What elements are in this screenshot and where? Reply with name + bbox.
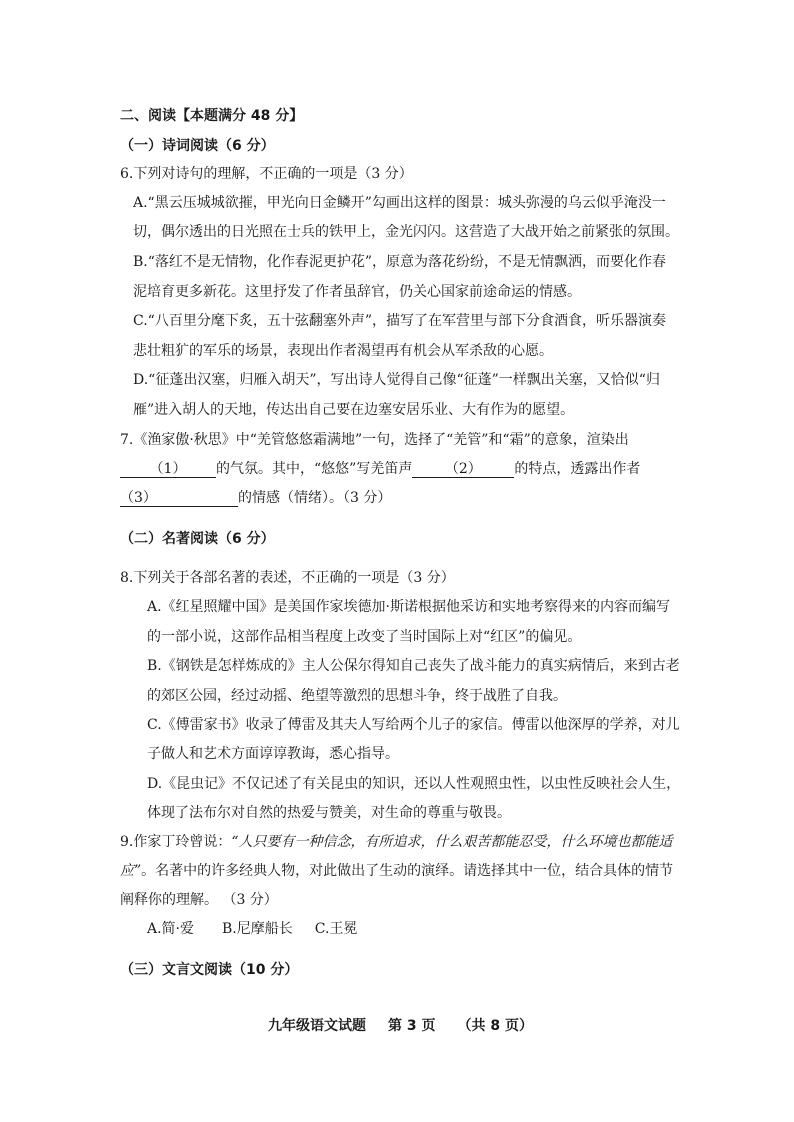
q8-option-c-line2: 子做人和艺术方面谆谆教诲，悉心指导。 bbox=[147, 746, 399, 762]
q9-option-c: C.王冕 bbox=[314, 921, 358, 937]
q6-option-b-line1: B.“落红不是无情物，化作春泥更护花”，原意为落花纷纷，不是无情飘洒，而要化作春 bbox=[133, 254, 667, 270]
q7-line1: 7.《渔家傲·秋思》中“羌管悠悠霜满地”一句，选择了“羌管”和“霜”的意象，渲染出 bbox=[120, 432, 629, 448]
q9-prefix: 9.作家丁玲曾说： bbox=[120, 834, 232, 850]
q6-stem: 6.下列对诗句的理解，不正确的一项是（3 分） bbox=[120, 166, 413, 182]
q6-option-c-line1: C.“八百里分麾下炙，五十弦翻塞外声”，描写了在军营里与部下分食酒食，听乐器演奏 bbox=[133, 313, 666, 329]
q6-option-c-line2: 悲壮粗犷的军乐的场景，表现出作者渴望再有机会从军杀敌的心愿。 bbox=[133, 343, 553, 359]
q6-option-b-line2: 泥培育更多新花。这里抒发了作者虽辞官，仍关心国家前途命运的情感。 bbox=[133, 284, 581, 300]
q9-options bbox=[147, 919, 357, 939]
q7-line2 bbox=[120, 459, 640, 479]
q8-option-a-line1: A.《红星照耀中国》是美国作家埃德加·斯诺根据他采访和实地考察得来的内容而编写 bbox=[147, 599, 671, 615]
q7-blank-2[interactable]: （2） bbox=[412, 460, 514, 478]
footer-total-pages: （共 8 页） bbox=[457, 1018, 533, 1034]
q9-quote-part1: “人只要有一种信念，有所追求，什么艰苦都能忍受，什么环境也都能适 bbox=[231, 834, 673, 850]
q9-line1 bbox=[120, 832, 673, 852]
q8-option-d-line1: D.《昆虫记》不仅记述了有关昆虫的知识，还以人性观照虫性，以虫性反映社会人生， bbox=[147, 776, 681, 792]
q7-text-end: 的情感（情绪）。（3 分） bbox=[238, 490, 392, 506]
q6-option-d-line2: 雁”进入胡人的天地，传达出自己要在边塞安居乐业、大有作为的愿望。 bbox=[133, 402, 575, 418]
part1-heading: （一）诗词阅读（6 分） bbox=[120, 138, 275, 154]
q9-quote-part2: 应” bbox=[120, 863, 142, 879]
section-heading: 二、阅读【本题满分 48 分】 bbox=[120, 108, 304, 124]
page-footer bbox=[268, 1016, 533, 1036]
q9-text: 。名著中的许多经典人物，对此做出了生动的演绎。请选择其中一位，结合具体的情节 bbox=[141, 863, 674, 879]
footer-title: 九年级语文试题 bbox=[268, 1018, 366, 1034]
q7-blank-3[interactable]: （3） bbox=[120, 489, 238, 507]
footer-page-number: 第 3 页 bbox=[388, 1018, 436, 1034]
q6-option-a-line2: 切，偶尔透出的日光照在士兵的铁甲上，金光闪闪。这营造了大战开始之前紧张的氛围。 bbox=[133, 224, 679, 240]
q9-option-a: A.简·爱 bbox=[147, 921, 195, 937]
q8-option-a-line2: 的一部小说，这部作品相当程度上改变了当时国际上对“红区”的偏见。 bbox=[147, 629, 582, 645]
q7-line3 bbox=[120, 488, 391, 508]
q7-text-mid2: 的特点，透露出作者 bbox=[514, 461, 641, 477]
q6-option-d-line1: D.“征蓬出汉塞，归雁入胡天”，写出诗人觉得自己像“征蓬”一样飘出关塞，又恰似“归 bbox=[133, 372, 660, 388]
q9-line3: 阐释你的理解。 （3 分） bbox=[120, 892, 278, 908]
q7-blank-1[interactable]: （1） bbox=[120, 460, 216, 478]
q6-option-a-line1: A.“黑云压城城欲摧，甲光向日金鳞开”勾画出这样的图景：城头弥漫的乌云似乎淹没一 bbox=[133, 195, 666, 211]
q9-line2 bbox=[120, 861, 673, 881]
q7-text-mid1: 的气氛。其中，“悠悠”写羌笛声 bbox=[216, 461, 413, 477]
part2-heading: （二）名著阅读（6 分） bbox=[120, 531, 275, 547]
q8-option-d-line2: 体现了法布尔对自然的热爱与赞美，对生命的尊重与敬畏。 bbox=[147, 805, 511, 821]
q8-option-c-line1: C.《傅雷家书》收录了傅雷及其夫人写给两个儿子的家信。傅雷以他深厚的学养，对儿 bbox=[147, 717, 680, 733]
part3-heading: （三）文言文阅读（10 分） bbox=[120, 962, 299, 978]
q8-option-b-line1: B.《钢铁是怎样炼成的》主人公保尔得知自己丧失了战斗能力的真实病情后，来到古老 bbox=[147, 658, 680, 674]
q8-option-b-line2: 的郊区公园，经过动摇、绝望等激烈的思想斗争，终于战胜了自我。 bbox=[147, 688, 567, 704]
q8-stem: 8.下列关于各部名著的表述，不正确的一项是（3 分） bbox=[120, 570, 455, 586]
q9-option-b: B.尼摩船长 bbox=[222, 921, 293, 937]
